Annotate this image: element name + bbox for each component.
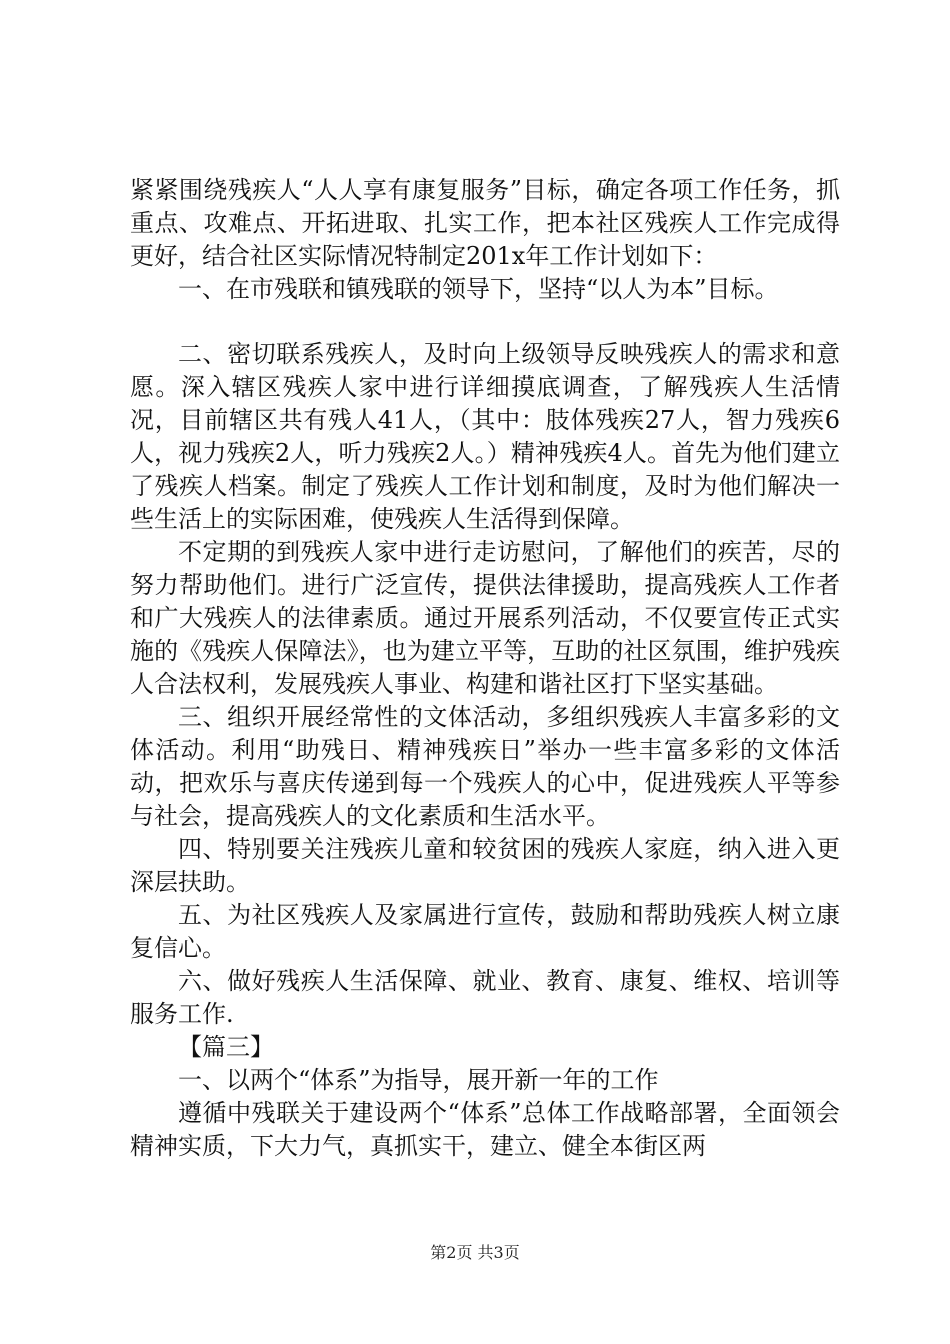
paragraph-intro: 紧紧围绕残疾人“人人享有康复服务”目标，确定各项工作任务，抓重点、攻难点、开拓进取、扎实工作，把本社区残疾人工作完成得更好，结合社区实际情况特制定201x年工作计划如下： bbox=[130, 176, 840, 270]
paragraph-item-1: 一、在市残联和镇残联的领导下，坚持“以人为本”目标。 bbox=[178, 275, 779, 303]
section-subheading: 一、以两个“体系”为指导，展开新一年的工作 bbox=[178, 1066, 659, 1094]
page-number-indicator: 第2页 共3页 bbox=[430, 1243, 520, 1262]
paragraph-system: 遵循中残联关于建设两个“体系”总体工作战略部署，全面领会精神实质，下大力气，真抓实干，建立、健全本街区两 bbox=[130, 1099, 840, 1160]
page-footer bbox=[0, 1243, 950, 1263]
paragraph-item-5: 五、为社区残疾人及家属进行宣传，鼓励和帮助残疾人树立康复信心。 bbox=[130, 901, 840, 962]
section-heading-part-three: 【篇三】 bbox=[178, 1033, 274, 1061]
paragraph-item-3: 三、组织开展经常性的文体活动，多组织残疾人丰富多彩的文体活动。利用“助残日、精神残疾日”举办一些丰富多彩的文体活动，把欢乐与喜庆传递到每一个残疾人的心中，促进残疾人平等参与社会，提高残疾人的文化素质和生活水平。 bbox=[130, 703, 840, 830]
paragraph-item-4: 四、特别要关注残疾儿童和较贫困的残疾人家庭，纳入进入更深层扶助。 bbox=[130, 835, 840, 896]
paragraph-visits: 不定期的到残疾人家中进行走访慰问，了解他们的疾苦，尽的努力帮助他们。进行广泛宣传，提供法律援助，提高残疾人工作者和广大残疾人的法律素质。通过开展系列活动，不仅要宣传正式实施的《残疾人保障法》，也为建立平等，互助的社区氛围，维护残疾人合法权利，发展残疾人事业、构建和谐社区打下坚实基础。 bbox=[130, 538, 840, 698]
document-body bbox=[130, 174, 840, 1163]
paragraph-item-2: 二、密切联系残疾人，及时向上级领导反映残疾人的需求和意愿。深入辖区残疾人家中进行详细摸底调查，了解残疾人生活情况，目前辖区共有残人41人，（其中：肢体残疾27人，智力残疾6人，视力残疾2人，听力残疾2人。）精神残疾4人。首先为他们建立了残疾人档案。制定了残疾人工作计划和制度，及时为他们解决一些生活上的实际困难，使残疾人生活得到保障。 bbox=[130, 340, 840, 533]
paragraph-item-6: 六、做好残疾人生活保障、就业、教育、康复、维权、培训等服务工作. bbox=[130, 967, 840, 1028]
